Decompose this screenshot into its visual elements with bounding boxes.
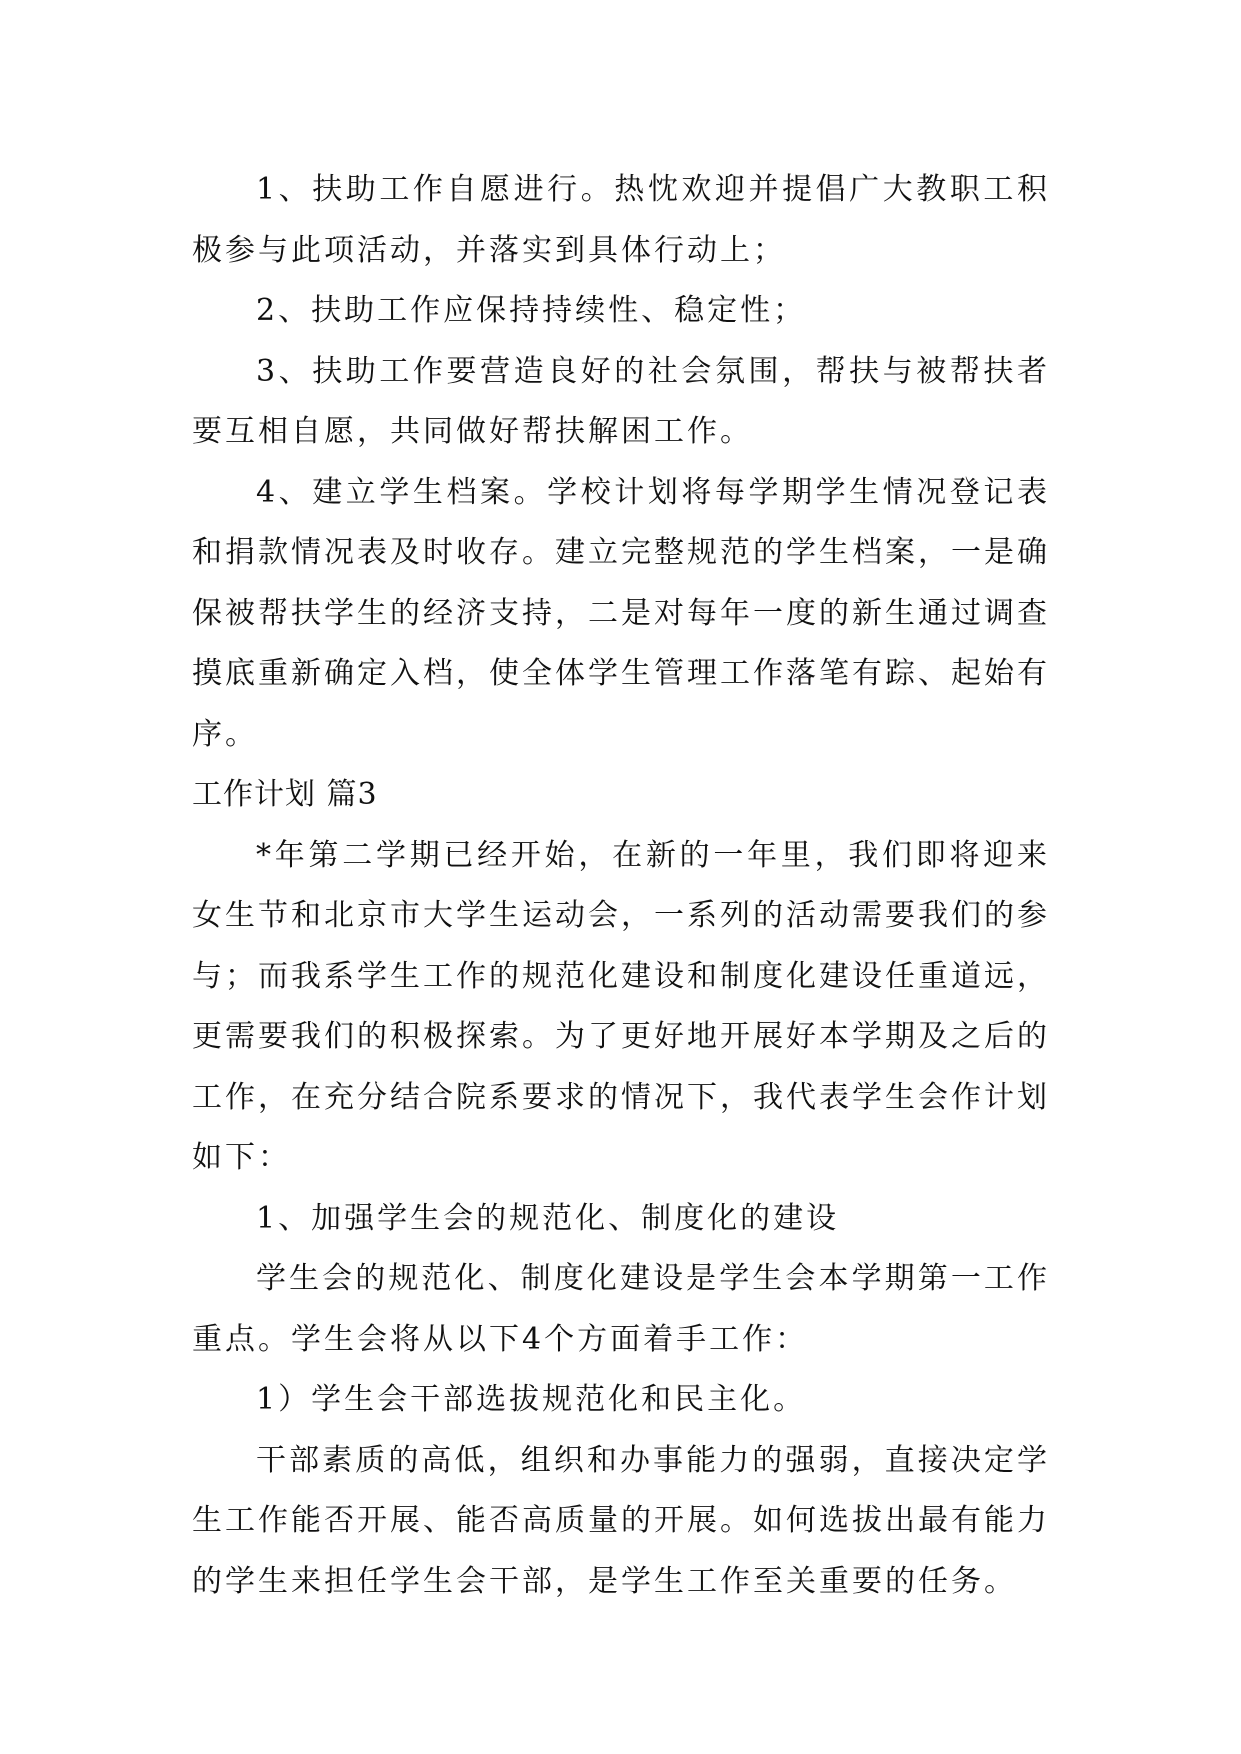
section-heading: 工作计划 篇3 xyxy=(192,777,378,812)
paragraph-subitem-1-title: 1）学生会干部选拔规范化和民主化。 xyxy=(256,1382,807,1417)
paragraph-assistance-atmosphere: 3、扶助工作要营造良好的社会氛围，帮扶与被帮扶者要互相自愿，共同做好帮扶解困工作。 xyxy=(192,353,1050,449)
paragraph-item-1-body: 学生会的规范化、制度化建设是学生会本学期第一工作重点。学生会将从以下4个方面着手工作： xyxy=(192,1261,1050,1357)
paragraph-subitem-1-body: 干部素质的高低，组织和办事能力的强弱，直接决定学生工作能否开展、能否高质量的开展。如何选拔出最有能力的学生来担任学生会干部，是学生工作至关重要的任务。 xyxy=(192,1442,1050,1599)
paragraph-semester-intro: *年第二学期已经开始，在新的一年里，我们即将迎来女生节和北京市大学生运动会，一系列的活动需要我们的参与；而我系学生工作的规范化建设和制度化建设任重道远，更需要我们的积极探索。为了更好地开展好本学期及之后的工作，在充分结合院系要求的情况下，我代表学生会作计划如下： xyxy=(192,837,1050,1175)
paragraph-item-1-title: 1、加强学生会的规范化、制度化的建设 xyxy=(256,1200,840,1236)
paragraph-assistance-voluntary: 1、扶助工作自愿进行。热忱欢迎并提倡广大教职工积极参与此项活动，并落实到具体行动上； xyxy=(192,172,1050,268)
document-page xyxy=(192,160,1050,1612)
paragraph-assistance-continuity: 2、扶助工作应保持持续性、稳定性； xyxy=(256,293,807,328)
paragraph-student-archive: 4、建立学生档案。学校计划将每学期学生情况登记表和捐款情况表及时收存。建立完整规范的学生档案，一是确保被帮扶学生的经济支持，二是对每年一度的新生通过调查摸底重新确定入档，使全体学生管理工作落笔有踪、起始有序。 xyxy=(192,474,1050,752)
